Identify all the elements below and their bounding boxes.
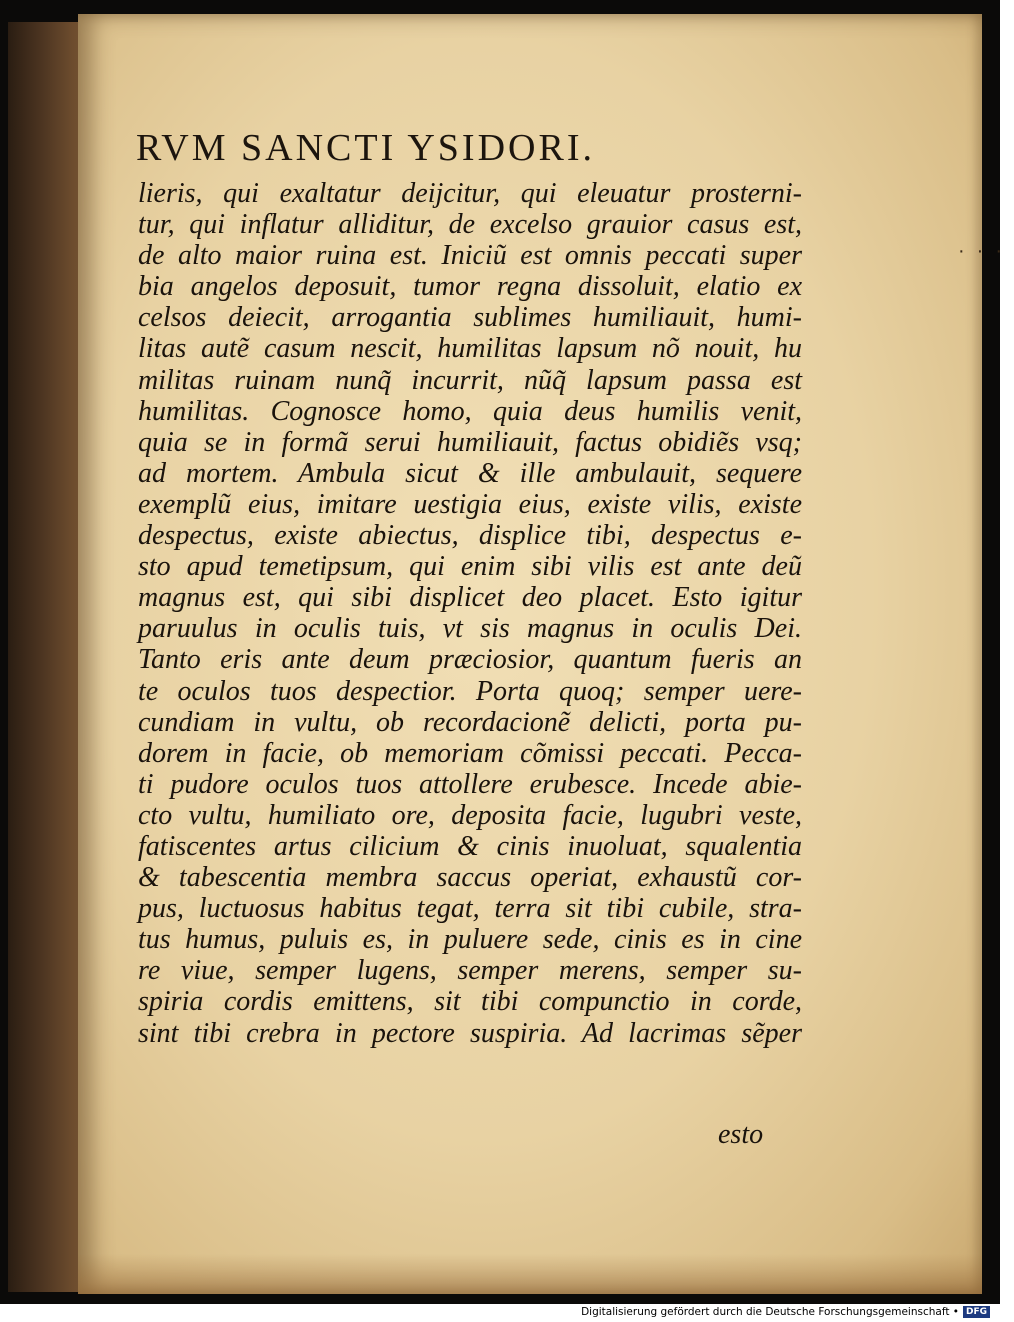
footer-credit <box>581 1304 990 1320</box>
text-line: cto vultu, humiliato ore, deposita facie, lugubri veste, <box>138 799 802 831</box>
text-line: tur, qui inflatur alliditur, de excelso grauior casus est, <box>138 209 802 241</box>
text-line: Tanto eris ante deum præciosior, quantum fueris an <box>138 644 802 676</box>
text-line: litas autẽ casum nescit, humilitas lapsum nõ nouit, hu <box>138 333 802 365</box>
book-page <box>78 14 1014 1294</box>
text-line: ti pudore oculos tuos attollere erubesce. Incede abie- <box>138 768 802 800</box>
catchword: esto <box>718 1119 764 1150</box>
dfg-logo: DFG <box>963 1306 990 1318</box>
text-line: tus humus, puluis es, in puluere sede, cinis es in cine <box>138 924 802 956</box>
text-line: & tabescentia membra saccus operiat, exhaustũ cor- <box>138 862 802 894</box>
text-line: ad mortem. Ambula sicut & ille ambulauit, sequere <box>138 457 802 489</box>
text-line: de alto maior ruina est. Iniciũ est omnis peccati super <box>138 240 802 272</box>
text-line: pus, luctuosus habitus tegat, terra sit tibi cubile, stra- <box>138 893 802 925</box>
text-line: dorem in facie, ob memoriam cõmissi peccati. Pecca- <box>138 737 802 769</box>
margin-marks: ··· <box>958 240 1014 262</box>
text-line: celsos deiecit, arrogantia sublimes humiliauit, humi- <box>138 302 802 334</box>
running-head: RVM SANCTI YSIDORI. <box>136 127 595 169</box>
text-line: paruulus in oculis tuis, vt sis magnus in oculis Dei. <box>138 613 802 645</box>
text-line: magnus est, qui sibi displicet deo placet. Esto igitur <box>138 582 802 614</box>
text-line: exemplũ eius, imitare uestigia eius, existe vilis, existe <box>138 488 802 520</box>
text-line: bia angelos deposuit, tumor regna dissoluit, elatio ex <box>138 271 802 303</box>
text-line: spiria cordis emittens, sit tibi compunctio in corde, <box>138 986 802 1018</box>
text-line: te oculos tuos despectior. Porta quoq; semper uere- <box>138 675 802 707</box>
text-line: militas ruinam nunq̃ incurrit, nũq̃ lapsum passa est <box>138 364 802 396</box>
text-line: sto apud temetipsum, qui enim sibi vilis est ante deũ <box>138 551 802 583</box>
text-line: humilitas. Cognosce homo, quia deus humilis venit, <box>138 395 802 427</box>
text-line: lieris, qui exaltatur deijcitur, qui eleuatur prosterni- <box>138 178 802 209</box>
text-line: re viue, semper lugens, semper merens, semper su- <box>138 955 802 987</box>
footer-credit-text: Digitalisierung gefördert durch die Deutsche Forschungsgemeinschaft • <box>581 1306 959 1318</box>
text-line: cundiam in vultu, ob recordacionẽ delicti, porta pu- <box>138 706 802 738</box>
text-line: despectus, existe abiectus, displice tibi, despectus e- <box>138 520 802 552</box>
text-line: quia se in formã serui humiliauit, factus obidiẽs vsq; <box>138 426 802 458</box>
text-line: fatiscentes artus cilicium & cinis inuoluat, squalentia <box>138 830 802 862</box>
text-line: sint tibi crebra in pectore suspiria. Ad lacrimas sẽper <box>138 1017 802 1049</box>
page-stain <box>78 1254 982 1294</box>
body-text <box>138 178 898 1049</box>
